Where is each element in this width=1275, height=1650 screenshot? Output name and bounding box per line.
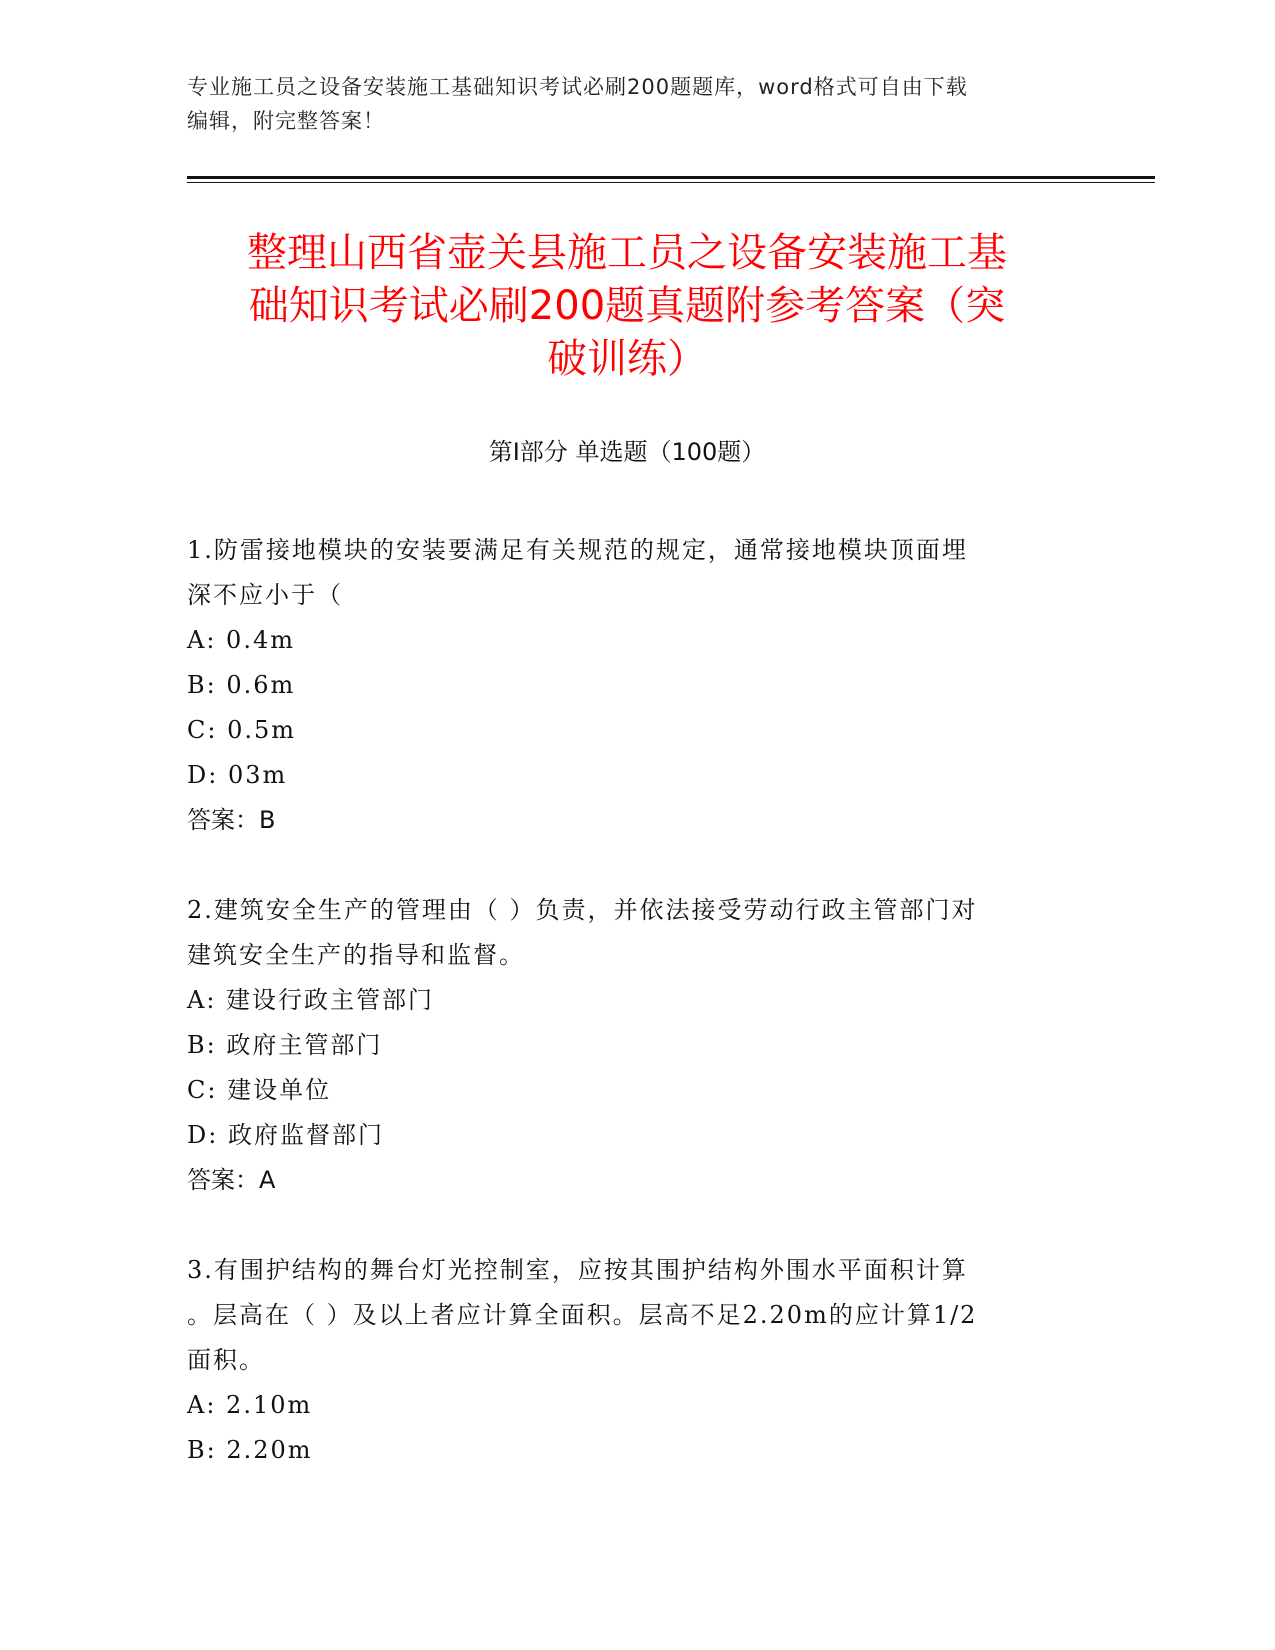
question-1-answer: 答案：B (187, 806, 276, 834)
question-1-option-c: C: 0.5m (187, 716, 297, 744)
question-1-option-a: A: 0.4m (187, 626, 295, 654)
question-3-line-1: 3.有围护结构的舞台灯光控制室，应按其围护结构外围水平面积计算 (187, 1256, 968, 1284)
question-2-line-1: 2.建筑安全生产的管理由（ ）负责，并依法接受劳动行政主管部门对 (187, 896, 978, 924)
question-2-option-d: D: 政府监督部门 (187, 1121, 384, 1149)
question-3-option-a: A: 2.10m (187, 1391, 313, 1419)
question-1-option-b: B: 0.6m (187, 671, 296, 699)
title-line-3: 破训练） (547, 336, 707, 382)
section-heading: 第Ⅰ部分 单选题（100题） (488, 438, 766, 466)
question-2-answer: 答案：A (187, 1166, 276, 1194)
header-line-1: 专业施工员之设备安装施工基础知识考试必刷200题题库，word格式可自由下载 (187, 75, 968, 99)
question-2-option-c: C: 建设单位 (187, 1076, 332, 1104)
question-2-option-b: B: 政府主管部门 (187, 1031, 383, 1059)
question-2-option-a: A: 建设行政主管部门 (187, 986, 435, 1014)
title-line-1: 整理山西省壶关县施工员之设备安装施工基 (247, 230, 1007, 276)
header-divider-thin (187, 182, 1155, 183)
header-line-2: 编辑，附完整答案！ (187, 109, 385, 133)
question-2 (187, 888, 1067, 1203)
title-line-2: 础知识考试必刷200题真题附参考答案（突 (248, 283, 1006, 329)
question-1 (187, 528, 1067, 843)
document-header (187, 70, 1087, 138)
question-1-line-1: 1.防雷接地模块的安装要满足有关规范的规定，通常接地模块顶面埋 (187, 536, 968, 564)
question-3-line-2: 。层高在（ ）及以上者应计算全面积。层高不足2.20m的应计算1/2 (187, 1301, 978, 1329)
question-3-line-3: 面积。 (187, 1346, 265, 1374)
question-3 (187, 1248, 1067, 1473)
question-1-line-2: 深不应小于（ (187, 581, 343, 609)
header-divider-thick (187, 176, 1155, 179)
question-1-option-d: D: 03m (187, 761, 288, 789)
question-list (187, 528, 1067, 1518)
question-2-line-2: 建筑安全生产的指导和监督。 (187, 941, 525, 969)
document-title (187, 227, 1067, 386)
question-3-option-b: B: 2.20m (187, 1436, 313, 1464)
